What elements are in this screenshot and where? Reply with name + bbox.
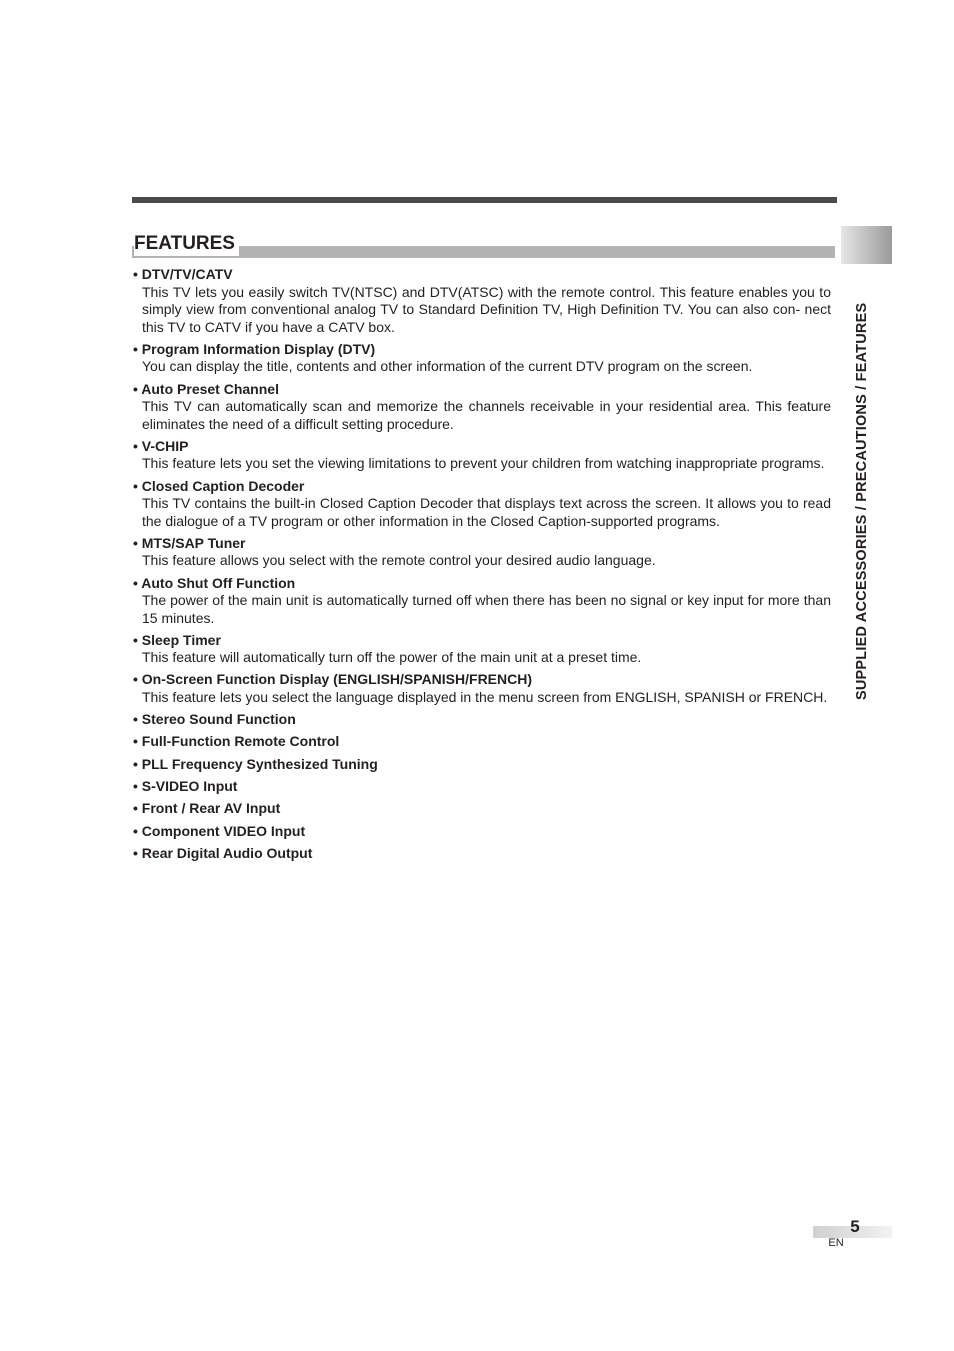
feature-remote-control — [133, 733, 831, 751]
feature-pll-tuning — [133, 756, 831, 774]
feature-title: • Sleep Timer — [133, 631, 221, 648]
side-section-label — [848, 268, 878, 700]
feature-title: • On-Screen Function Display (ENGLISH/SPANISH/FRENCH) — [133, 671, 533, 688]
feature-description: This feature lets you select the language displayed in the menu screen from ENGLISH, SPANISH or FRENCH. — [142, 689, 828, 706]
feature-auto-preset — [133, 381, 831, 434]
feature-title: • Auto Shut Off Function — [133, 574, 296, 591]
feature-title: • Full-Function Remote Control — [133, 733, 340, 750]
feature-title: • Front / Rear AV Input — [133, 800, 281, 817]
page-title: FEATURES — [134, 232, 239, 256]
feature-description: This TV contains the built-in Closed Caption Decoder that displays text across the screen. It allows you to read the dialogue of a TV program or other information in the Closed Caption-supported programs. — [142, 495, 831, 529]
feature-title: • Rear Digital Audio Output — [133, 844, 313, 861]
feature-title: • Stereo Sound Function — [133, 711, 296, 728]
features-list — [133, 266, 831, 867]
feature-title: • V-CHIP — [133, 437, 189, 454]
feature-av-input — [133, 800, 831, 818]
feature-description: This TV lets you easily switch TV(NTSC) and DTV(ATSC) with the remote control. This feature enables you to simply view from conventional analog TV to Standard Definition TV, High Definition TV. You can also con- nect this TV to CATV if you have a CATV box. — [142, 283, 831, 335]
feature-description: This feature will automatically turn off the power of the main unit at a preset time. — [142, 649, 642, 666]
feature-on-screen-display — [133, 671, 831, 706]
feature-digital-audio-output — [133, 845, 831, 863]
side-tab-marker — [841, 226, 892, 264]
feature-title: • Program Information Display (DTV) — [133, 340, 376, 357]
feature-dtv-tv-catv — [133, 266, 831, 336]
feature-component-video — [133, 823, 831, 841]
language-code: EN — [828, 1237, 844, 1249]
feature-description: This feature lets you set the viewing limitations to prevent your children from watching inappropriate programs. — [142, 455, 825, 472]
feature-auto-shut-off — [133, 575, 831, 628]
feature-description: This TV can automatically scan and memorize the channels receivable in your residential area. This feature eliminates the need of a difficult setting procedure. — [142, 398, 831, 432]
feature-description: The power of the main unit is automatically turned off when there has been no signal or key input for more than 15 minutes. — [142, 592, 831, 626]
feature-sleep-timer — [133, 632, 831, 667]
feature-title: • PLL Frequency Synthesized Tuning — [133, 755, 378, 772]
feature-title: • MTS/SAP Tuner — [133, 534, 246, 551]
feature-mts-sap — [133, 535, 831, 570]
feature-stereo-sound — [133, 711, 831, 729]
feature-title: • Closed Caption Decoder — [133, 477, 305, 494]
feature-title: • Component VIDEO Input — [133, 822, 306, 839]
feature-description: This feature allows you select with the remote control your desired audio language. — [142, 552, 656, 569]
feature-description: You can display the title, contents and other information of the current DTV program on the screen. — [142, 358, 753, 375]
feature-v-chip — [133, 438, 831, 473]
feature-title: • Auto Preset Channel — [133, 380, 279, 397]
page-number: 5 — [850, 1217, 860, 1236]
section-heading — [132, 232, 835, 262]
feature-title: • S-VIDEO Input — [133, 778, 238, 794]
top-rule — [132, 197, 837, 203]
feature-s-video-input — [133, 778, 831, 796]
feature-title: • DTV/TV/CATV — [133, 266, 233, 282]
feature-closed-caption — [133, 478, 831, 531]
side-label-text: SUPPLIED ACCESSORIES / PRECAUTIONS / FEATURES — [854, 302, 870, 700]
feature-program-info — [133, 341, 831, 376]
